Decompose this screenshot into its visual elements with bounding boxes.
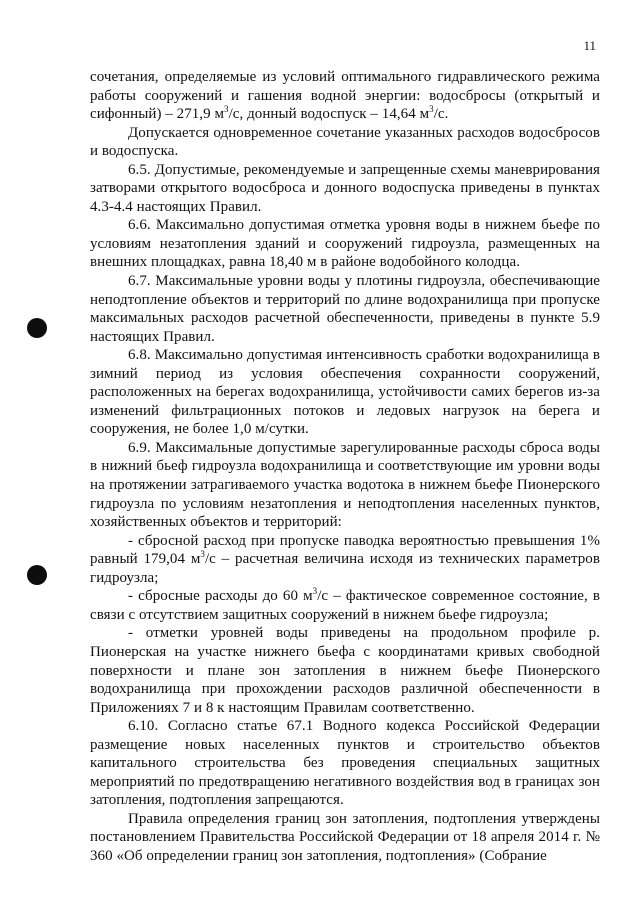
page-number: 11 bbox=[583, 38, 596, 53]
paragraph-6-10: 6.10. Согласно статье 67.1 Водного кодекса Российской Федерации размещение новых населенных пунктов и строительство объектов капитального строительства без проведения специальных защитных мероприятий по предотвращению негативного воздействия вод в границах зон затопления, подтопления запрещаются. bbox=[90, 718, 600, 809]
paragraph-6-6: 6.6. Максимально допустимая отметка уровня воды в нижнем бьефе по условиям незатопления зданий и сооружений гидроузла, размещенных на внешних площадках, равна 18,40 м в районе водобойного колодца. bbox=[90, 217, 600, 271]
paragraph: Правила определения границ зон затопления, подтопления утверждены постановлением Правительства Российской Федерации от 18 апреля 2014 г. № 360 «Об определении границ зон затопления, подтопления» (Собрание bbox=[90, 810, 600, 864]
paragraph-continuation: сочетания, определяемые из условий оптимального гидравлического режима работы сооружений и гашения водной энергии: водосбросы (открытый и сифонный) – 271,9 $м^3/с$, донный водоспуск – 14,64 $м^3/с$. bbox=[90, 69, 600, 123]
punch-hole bbox=[27, 565, 47, 585]
paragraph: Допускается одновременное сочетание указанных расходов водосбросов и водоспуска. bbox=[90, 124, 600, 160]
list-item: - сбросной расход при пропуске паводка вероятностью превышения 1% равный 179,04 $м^3/с$ – расчетная величина исходя из технических параметров гидроузла; bbox=[90, 532, 600, 586]
paragraph-6-7: 6.7. Максимальные уровни воды у плотины гидроузла, обеспечивающие неподтопление объектов и территорий по длине водохранилища при пропуске максимальных расходов расчетной обеспеченности, приведены в пункте 5.9 настоящих Правил. bbox=[90, 273, 600, 345]
document-body bbox=[90, 68, 600, 866]
paragraph-6-5: 6.5. Допустимые, рекомендуемые и запрещенные схемы маневрирования затворами открытого водосброса и донного водоспуска приведены в пунктах 4.3-4.4 настоящих Правил. bbox=[90, 161, 600, 215]
list-item: - сбросные расходы до 60 $м^3/с$ – фактическое современное состояние, в связи с отсутствием защитных сооружений в нижнем бьефе гидроузла; bbox=[90, 586, 600, 623]
punch-hole bbox=[27, 318, 47, 338]
list-item: - отметки уровней воды приведены на продольном профиле р. Пионерская на участке нижнего бьефа с координатами кривых свободной поверхности и плане зон затопления в нижнем бьефе Пионерского водохранилища при прохождении расходов различной обеспеченности в Приложениях 7 и 8 к настоящим Правилам соответственно. bbox=[90, 625, 600, 716]
paragraph-6-8: 6.8. Максимально допустимая интенсивность сработки водохранилища в зимний период из условия обеспечения сохранности сооружений, расположенных на берегах водохранилища, устойчивости самих берегов из-за изменений фильтрационных потоков и ледовых нагрузок на берега и сооружения, не более 1,0 м/сутки. bbox=[90, 347, 600, 438]
paragraph-6-9: 6.9. Максимальные допустимые зарегулированные расходы сброса воды в нижний бьеф гидроузла водохранилища и соответствующие им уровни воды на протяжении затрагиваемого участка водотока в нижнем бьефе Пионерского гидроузла по условиям незатопления и неподтопления населенных пунктов, хозяйственных объектов и территорий: bbox=[90, 439, 600, 531]
